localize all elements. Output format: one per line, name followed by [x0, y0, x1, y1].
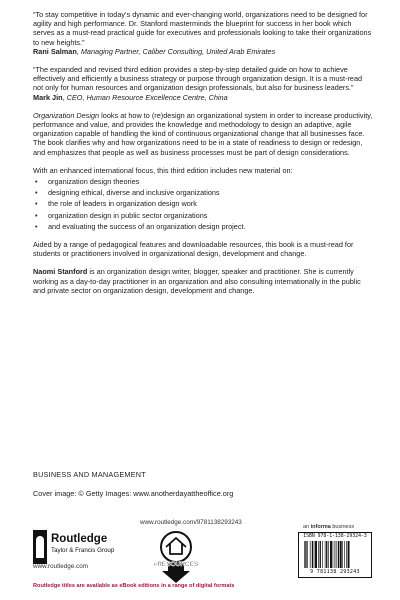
- barcode-digits: 9 781138 293243: [310, 569, 360, 575]
- informa-business-label: an informa business: [303, 524, 355, 530]
- quote-author-role: , CEO, Human Resource Excellence Centre, China: [62, 92, 228, 102]
- publisher-url[interactable]: www.routledge.com: [33, 563, 88, 570]
- book-url[interactable]: www.routledge.com/9781138293243: [140, 519, 242, 526]
- quote-text: “To stay competitive in today’s dynamic and ever-changing world, organizations need to be designed for agility and high performance. Dr. Stanford masterminds the blueprint for success in her book which serves as a must-read practical guide for executives and professionals looking to take their organizations to new heights.”: [33, 10, 372, 47]
- quote-attribution: [33, 93, 373, 102]
- author-bio-text: is an organization design writer, blogger, speaker and practitioner. She is currently working as a day-to-day practitioner in an organization and also consulting internationally in the public and private sector on organization design, development and change.: [33, 267, 361, 295]
- subject-category: BUSINESS AND MANAGEMENT: [33, 470, 146, 479]
- description-body: looks at how to (re)design an organizational system in order to increase productivity, performance and value, and provides the knowledge and methodology to design an adaptive, agile organization capable of handling the kind of continuous organizational change that all businesses face. The book clarifies why and how organizations need to be in a state of readiness to design or redesign, and emphasizes that people as well as business processes must be part of design considerations.: [33, 110, 373, 157]
- author-bio: [33, 267, 373, 295]
- features-intro: With an enhanced international focus, this third edition includes new material on:: [33, 165, 293, 175]
- list-item: • and evaluating the success of an organization design project.: [33, 222, 373, 231]
- author-name: Naomi Stanford: [33, 267, 88, 277]
- eresources-icon: [150, 530, 202, 584]
- quote-author-role: , Managing Partner, Caliber Consulting, United Arab Emirates: [76, 46, 276, 56]
- eresources-graphic: [150, 530, 202, 584]
- book-title-inline: Organization Design: [33, 110, 100, 120]
- barcode-bars: [304, 541, 366, 568]
- isbn-barcode: [298, 532, 372, 578]
- publisher-name: Routledge: [51, 533, 108, 545]
- book-description: [33, 111, 373, 157]
- list-item: • organization design theories: [33, 177, 373, 186]
- publisher-group: Taylor & Francis Group: [51, 547, 115, 554]
- isbn-text: ISBN 978-1-138-29324-3: [303, 534, 367, 539]
- ebook-availability-note: Routledge titles are available as eBook editions in a range of digital formats: [33, 583, 235, 589]
- quote-attribution: [33, 47, 373, 56]
- quote-text: “The expanded and revised third edition provides a step-by-step detailed guide on how to achieve effectively and efficiently a business strategy or purpose through organization design. It is a must-read not only for human resources and organization design professionals, but also for business leaders.”: [33, 65, 363, 93]
- aided-paragraph: Aided by a range of pedagogical features and downloadable resources, this book is a must-read for students or practitioners involved in organizational design, development and change.: [33, 240, 354, 259]
- eresources-label: eRESOURCES: [153, 561, 199, 568]
- routledge-logo: [33, 530, 143, 564]
- list-item: • designing ethical, diverse and inclusive organizations: [33, 188, 373, 197]
- features-list: [33, 177, 373, 231]
- endorsement-quote-2: [33, 65, 373, 102]
- routledge-mark-icon: [33, 530, 47, 564]
- back-cover-text: [33, 10, 373, 304]
- quote-author: Mark Jin: [33, 92, 63, 102]
- list-item: • organization design in public sector organizations: [33, 211, 373, 220]
- cover-image-credit: Cover image: © Getty Images: www.anotherdayattheoffice.org: [33, 489, 234, 498]
- list-item: • the role of leaders in organization design work: [33, 199, 373, 208]
- quote-author: Rani Salman: [33, 46, 77, 56]
- informa-brand: informa: [310, 524, 331, 530]
- endorsement-quote-1: [33, 10, 373, 56]
